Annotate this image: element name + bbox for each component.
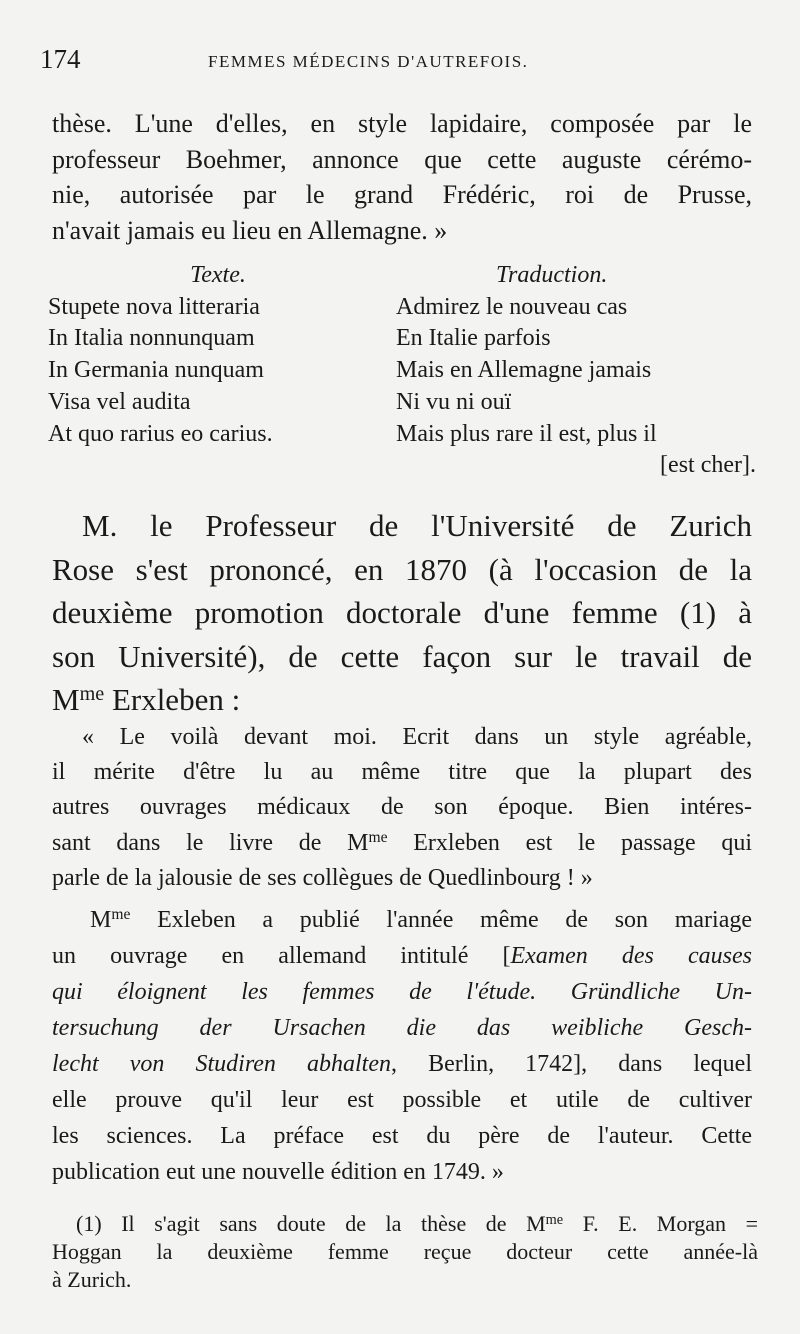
text-line: les sciences. La préface est du père de l'auteur. Cette bbox=[52, 1123, 752, 1149]
verse-line: Visa vel audita bbox=[48, 388, 191, 415]
text-line: $M^{me}$ Exleben a publié l'année même de son mariage bbox=[90, 906, 752, 933]
text-line: $M^{me}$ Erxleben : bbox=[52, 682, 241, 717]
text-line: à Zurich. bbox=[52, 1267, 132, 1292]
verse-line: At quo rarius eo carius. bbox=[48, 420, 273, 447]
text-line: publication eut une nouvelle édition en 1749. » bbox=[52, 1159, 504, 1185]
verse-line: Mais en Allemagne jamais bbox=[396, 357, 652, 384]
poem-left-heading: Texte. bbox=[190, 262, 246, 288]
text-line: qui éloignent les femmes de l'étude. Gründliche Un- bbox=[52, 979, 752, 1005]
verse-line: Admirez le nouveau cas bbox=[396, 293, 628, 320]
text-line: (1) Il s'agit sans doute de la thèse de $M^{me}$ F. E. Morgan = bbox=[76, 1211, 758, 1236]
text-line: lecht von Studiren abhalten, Berlin, 1742], dans lequel bbox=[52, 1051, 752, 1077]
verse-line: Mais plus rare il est, plus il bbox=[396, 420, 657, 447]
verse-continuation: [est cher]. bbox=[660, 452, 756, 479]
text-line: il mérite d'être lu au même titre que la plupart des bbox=[52, 759, 752, 786]
text-line: thèse. L'une d'elles, en style lapidaire, composée par le bbox=[52, 109, 752, 138]
paragraph-1 bbox=[52, 106, 752, 248]
text-line: elle prouve qu'il leur est possible et utile de cultiver bbox=[52, 1087, 752, 1113]
verse-line: Ni vu ni ouï bbox=[396, 388, 512, 415]
text-line: autres ouvrages médicaux de son époque. Bien intéres- bbox=[52, 794, 752, 821]
quotation bbox=[52, 720, 752, 896]
text-line: un ouvrage en allemand intitulé [Examen des causes bbox=[52, 943, 752, 969]
poem-table bbox=[48, 260, 758, 495]
text-line: Rose s'est prononcé, en 1870 (à l'occasion de la bbox=[52, 551, 752, 587]
text-line: n'avait jamais eu lieu en Allemagne. » bbox=[52, 215, 448, 245]
footnote bbox=[52, 1210, 758, 1294]
text-line: nie, autorisée par le grand Frédéric, roi de Prusse, bbox=[52, 180, 752, 209]
text-line: son Université), de cette façon sur le travail de bbox=[52, 638, 752, 674]
running-head: FEMMES MÉDECINS D'AUTREFOIS. bbox=[208, 52, 529, 71]
text-line: parle de la jalousie de ses collègues de Quedlinbourg ! » bbox=[52, 864, 593, 891]
poem-translation-column bbox=[396, 260, 756, 482]
text-line: tersuchung der Ursachen die das weibliche Gesch- bbox=[52, 1015, 752, 1041]
page-header bbox=[40, 44, 760, 84]
text-line: deuxième promotion doctorale d'une femme (1) à bbox=[52, 595, 752, 630]
text-line: sant dans le livre de $M^{me}$ Erxleben est le passage qui bbox=[52, 828, 752, 856]
poem-right-heading: Traduction. bbox=[496, 262, 608, 288]
poem-original-column bbox=[48, 260, 368, 450]
verse-line: Stupete nova litteraria bbox=[48, 293, 260, 320]
verse-line: En Italie parfois bbox=[396, 325, 551, 352]
verse-line: In Germania nunquam bbox=[48, 357, 264, 384]
page-number: 174 bbox=[40, 44, 81, 74]
paragraph-2 bbox=[52, 504, 752, 722]
text-line: Hoggan la deuxième femme reçue docteur cette année-là bbox=[52, 1239, 758, 1264]
text-line: « Le voilà devant moi. Ecrit dans un style agréable, bbox=[82, 724, 752, 750]
text-line: M. le Professeur de l'Université de Zurich bbox=[82, 508, 752, 543]
paragraph-3 bbox=[52, 902, 752, 1190]
text-line: professeur Boehmer, annonce que cette auguste cérémo- bbox=[52, 144, 752, 174]
verse-line: In Italia nonnunquam bbox=[48, 325, 255, 352]
